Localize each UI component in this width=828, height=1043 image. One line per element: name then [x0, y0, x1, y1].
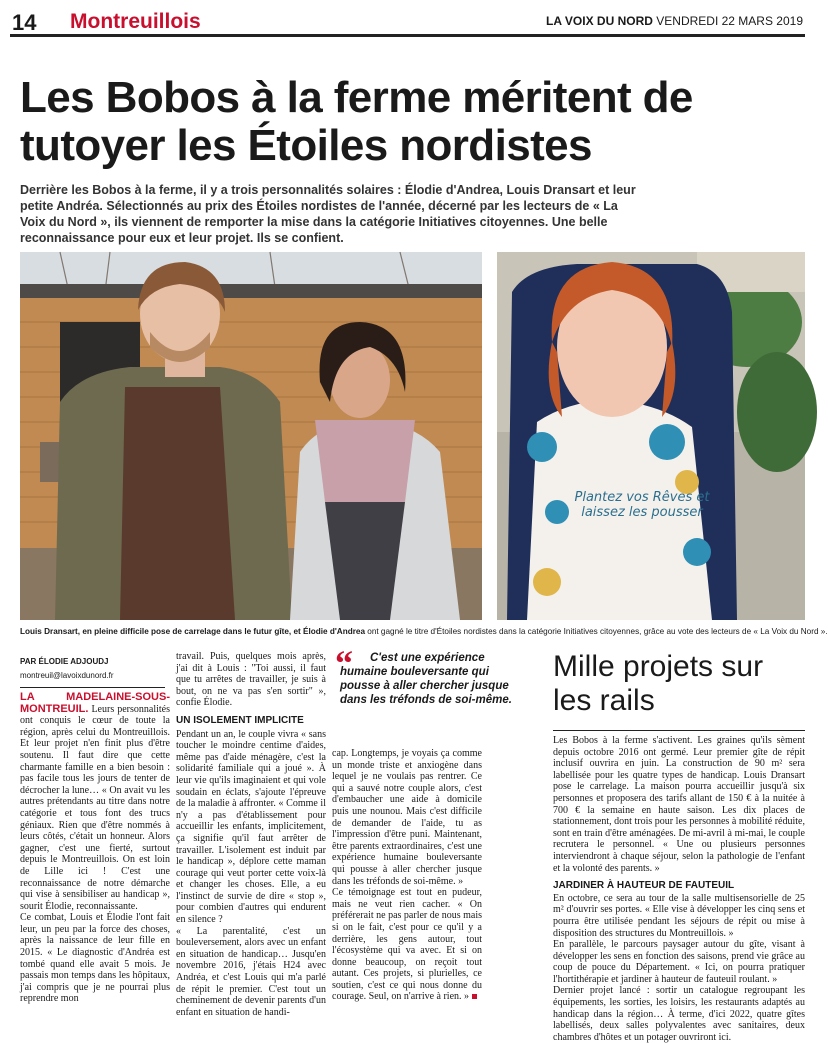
photo-couple: [20, 252, 482, 620]
publication-name: LA VOIX DU NORD: [546, 14, 653, 28]
column-3-paragraph-1: cap. Longtemps, je voyais ça comme un monde triste et anxiogène dans lequel je ne voulais pas rentrer. Ce qui a sauvé notre couple alors, c'est d'embaucher une aide à domicile puis une nounou. Mais c'est difficile de demander de l'aide, tu as l'impression d'être puni. Maintenant, être parents extraordinaires, c'est une expérience humaine bouleversante qui pousse à aller chercher jusque dans les tréfonds de soi-même. »: [332, 748, 482, 887]
column-2-paragraph-1: travail. Puis, quelques mois après, j'ai dit à Louis : "Toi aussi, il faut que tu arrêtes de travailler, je suis à bout, on ne va pas s'en sortir" », confie Élodie.: [176, 651, 326, 709]
column-2-paragraph-3: « La parentalité, c'est un bouleversement, alors avec un enfant en situation de handicap… Jusqu'en novembre 2016, j'étais H24 avec Andréa, et c'est Louis qui m'a parlé de répit le premier. C'est tout un cheminement de devenir parents d'un enfant en situation de handi-: [176, 925, 326, 1018]
caption-rest: ont gagné le titre d'Étoiles nordistes dans la catégorie Initiatives citoyennes, grâce au vote des lecteurs de « La Voix du Nord ».: [365, 627, 828, 636]
article-column-3: [332, 748, 482, 1023]
sidebar-body: [553, 735, 805, 1043]
photo-child: [497, 252, 805, 620]
sidebar-paragraph-1: Les Bobos à la ferme s'activent. Les graines qu'ils sèment depuis octobre 2016 ont germé. Leur premier gîte de répit inclusif ouvrira en juin. La construction de 90 m² sera labellisée pour les quatre types de handicap. Louis Dransart pose le carrelage. La maison pourra accueillir jusqu'à six personnes et proposera des tarifs allant de 150 € à la nuitée à 700 € la semaine en haute saison. Les dix places de stationnement, dont trois pour les personnes à mobilité réduite, sont en train d'être aménagées. De mi-avril à mi-mai, le couple recrutera le personnel. « Une ou plusieurs personnes interviendront à chaque séjour, selon la pathologie de l'enfant et la volonté des parents. »: [553, 735, 805, 874]
headline: Les Bobos à la ferme méritent de tutoyer les Étoiles nordistes: [20, 73, 693, 170]
byline: PAR ÉLODIE ADJOUDJ: [20, 657, 109, 666]
column-1-paragraph-2: Ce combat, Louis et Élodie l'ont fait leur, un peu par la force des choses, après la naissance de leur fille en 2015. « Le diagnostic d'Andréa est tombé quand elle avait 5 mois. Je passais mon temps dans les hôpitaux, j'ai compris que je ne pourrai plus reprendre mon: [20, 912, 170, 1005]
couple-photo-illustration: [20, 252, 482, 620]
sidebar-title: Mille projets sur les rails: [553, 650, 764, 717]
caption-lead: Louis Dransart, en pleine difficile pose de carrelage dans le futur gîte, et Élodie d'Andrea: [20, 627, 365, 636]
child-photo-illustration: [497, 252, 805, 620]
section-title: Montreuillois: [70, 10, 201, 33]
author-email: montreuil@lavoixdunord.fr: [20, 671, 114, 680]
sidebar-rule: [553, 730, 805, 731]
byline-rule: [20, 687, 165, 688]
column-3-text-2: Ce témoignage est tout en pudeur, mais ne veut rien cacher. « On préférerait ne pas parler de nous mais si on le fait, c'est pour ce qu'il y a derrière, les gens autour, tout l'écosystème qui va avec. Et si on donne beaucoup, on reçoit tout autant. Ces projets, si plurielles, ce soutien, c'est ce qui nous donne du courage. Seul, on n'arrive à rien. »: [332, 887, 482, 1003]
publication-date: VENDREDI 22 MARS 2019: [656, 14, 803, 28]
end-mark-icon: [472, 994, 477, 999]
page-number: 14: [12, 10, 37, 35]
photo-caption: [20, 627, 828, 636]
column-1-paragraph-1: [20, 692, 170, 912]
pull-quote: C'est une expérience humaine bouleversante qui pousse à aller chercher jusque dans les tréfonds de soi-même.: [340, 652, 512, 706]
article-column-2: [176, 651, 326, 1023]
column-2-subhead: UN ISOLEMENT IMPLICITE: [176, 714, 304, 726]
publication-line: [546, 14, 803, 28]
shirt-text: Plantez vos Rêves et laissez les pousser: [574, 490, 710, 520]
column-2-paragraph-2: Pendant un an, le couple vivra « sans toucher le moindre centime d'aides, même pas d'aide ménagère, c'est la solidarité familiale qui a joué ». À leur vie qu'ils imaginaient et qui vole soudain en éclats, s'ajoute l'épreuve de la maladie à affronter. « Comme il n'y a pas d'établissement pour accueillir les enfants, implicitement, ça signifie qu'il faut arrêter de travailler. L'isolement est induit par le handicap », déplore cette maman courage qui veut porter cette voix-là et changer les choses. Elle, a eu l'instinct de survie de dire « stop », pour combien d'autres qui endurent en silence ?: [176, 728, 326, 926]
sidebar-paragraph-2: En octobre, ce sera au tour de la salle multisensorielle de 25 m² d'ouvrir ses portes. « Elle vise à développer les cinq sens et pourra être utilisée pendant les séjours de répit ou mise à disposition des structures du Montreuillois. »: [553, 892, 805, 939]
standfirst: Derrière les Bobos à la ferme, il y a trois personnalités solaires : Élodie d'Andrea, Louis Dransart et leur petite Andréa. Sélectionnés au prix des Étoiles nordistes de l'année, décerné par les lecteurs de « La Voix du Nord », ils viennent de remporter la mise dans la catégorie Initiatives citoyennes. Une belle reconnaissance pour eux et leur projet. Ils se confient.: [20, 183, 636, 245]
sidebar-subhead: JARDINER À HAUTEUR DE FAUTEUIL: [553, 880, 735, 892]
column-1-text-1: Leurs personnalités ont conquis le cœur de toute la région, après celui du Montreuillois. Et leur projet n'en finit plus d'être soutenu. Il faut dire que cette charmante famille en a bien besoin : pas facile tous les jours de tenter de décrocher la lune… « On avait vu les autres prétendants au titre dans notre catégorie et tous font des trucs géniaux. Rien que d'être nommés à leurs côtés, c'était un honneur. Alors gagner, c'est une fierté, surtout depuis le Montreuillois. On est loin de Lille ici ! C'est une reconnaissance de notre démarche qui vise à sensibiliser au handicap », sourit Élodie, reconnaissante.: [20, 703, 170, 912]
sidebar-paragraph-3: En parallèle, le parcours paysager autour du gîte, visant à développer les sens en fonction des saisons, prend vie grâce au coup de pouce du Département. « Ici, on pourra pratiquer l'hortithérapie et jardiner à hauteur de fauteuil roulant. »: [553, 939, 805, 985]
quote-mark-icon: “: [335, 643, 353, 683]
page-header: [10, 8, 805, 37]
column-3-paragraph-2: [332, 887, 482, 1003]
article-column-1: [20, 692, 170, 1022]
sidebar-paragraph-4: Dernier projet lancé : sortir un catalogue regroupant les équipements, les sorties, les loisirs, les restaurants adaptés au handicap dans la région… À terme, d'ici 2022, quatre gîtes labellisés, deux salles polyvalentes avec sanitaires, deux chambres d'hôtes et un potager ouvriront ici.: [553, 985, 805, 1043]
dateline: LA MADELAINE-SOUS-MONTREUIL.: [20, 691, 170, 715]
